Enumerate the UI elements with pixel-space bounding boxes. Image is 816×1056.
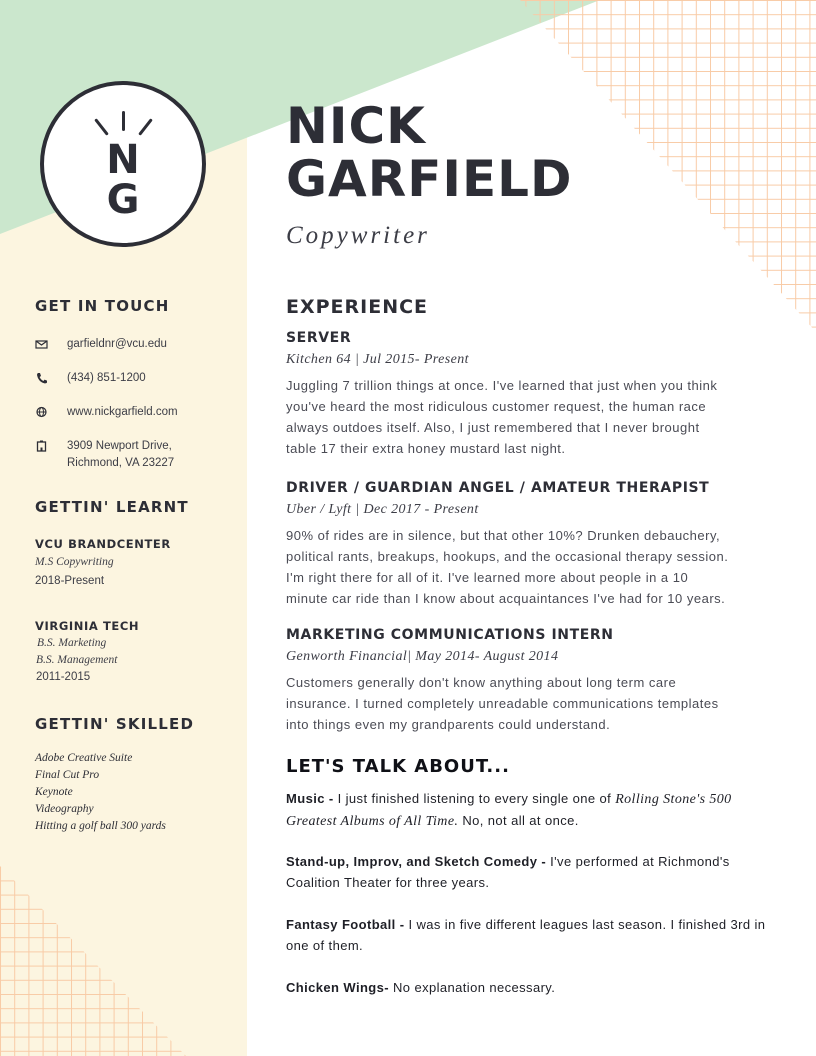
talk-heading: LET'S TALK ABOUT... [286,756,510,777]
contact-website-text: www.nickgarfield.com [67,406,178,418]
desc-line: Juggling 7 trillion things at once. I've learned that just when you think [286,378,718,393]
degree: B.S. Management [36,654,118,666]
monogram-letter-g: G [106,177,140,223]
job-org-intern: Genworth Financial| May 2014- August 2014 [286,649,559,664]
school-name: VIRGINIA TECH [35,619,140,633]
job-org-server: Kitchen 64 | Jul 2015- Present [286,352,469,367]
job-title-intern: MARKETING COMMUNICATIONS INTERN [286,627,614,643]
school-years: 2018-Present [35,575,105,587]
talk-text: No, not all at once. [458,813,579,828]
candidate-name [286,97,573,208]
name-first: NICK [286,97,426,155]
sparkle-ray-center [122,111,125,131]
sparkle-ray-right [138,118,153,136]
contact-address-line1: 3909 Newport Drive, [67,440,172,452]
talk-text: No explanation necessary. [393,980,556,995]
desc-line: 90% of rides are in silence, but that other 10%? Drunken debauchery, [286,528,721,543]
talk-text: I've performed at Richmond's Coalition Theater for three years. [286,854,730,890]
desc-line: you've heard the most ridiculous customer request, the human race [286,399,707,414]
envelope-icon [35,337,49,351]
desc-line: always outdoes itself. Also, I just remembered that I never brought [286,420,700,435]
desc-line: minute car ride than I know about acquaintances I've had for 10 years. [286,591,726,606]
name-last: GARFIELD [286,150,573,208]
contact-phone-text: (434) 851-1200 [67,372,146,384]
sparkle-ray-left [94,118,109,136]
degree: B.S. Marketing [37,637,107,649]
job-title: Copywriter [286,222,430,249]
job-description-intern [286,672,786,735]
desc-line: insurance. I turned completely unreadable communications templates [286,696,719,711]
contact-heading: GET IN TOUCH [35,297,170,315]
experience-heading: EXPERIENCE [286,296,429,318]
desc-line: table 17 their extra honey mustard last night. [286,441,566,456]
talk-label: Stand-up, Improv, and Sketch Comedy - [286,854,551,869]
talk-italic: Rolling Stone's 500 Greatest Albums of All Time. [286,792,732,829]
skill-item: Hitting a golf ball 300 yards [35,820,166,832]
talk-item-music [286,788,786,832]
talk-item-chicken-wings [286,977,786,998]
talk-label: Music - [286,791,338,806]
desc-line: into things even my grandparents could understand. [286,717,611,732]
phone-icon [35,371,49,385]
talk-item-fantasy-football [286,914,786,956]
job-title-server: SERVER [286,330,352,346]
desc-line: Customers generally don't know anything about long term care [286,675,677,690]
degree: M.S Copywriting [35,556,114,568]
skill-item: Keynote [35,786,73,798]
skills-list [35,750,166,835]
job-description-server [286,375,786,459]
skill-item: Adobe Creative Suite [35,752,133,764]
talk-label: Fantasy Football - [286,917,409,932]
building-icon [35,439,49,453]
skill-item: Final Cut Pro [35,769,100,781]
school-years: 2011-2015 [36,671,91,683]
job-description-driver [286,525,786,609]
contact-address-line2: Richmond, VA 23227 [67,457,175,469]
job-title-driver: DRIVER / GUARDIAN ANGEL / AMATEUR THERAPIST [286,480,710,496]
desc-line: I'm right there for all of it. I've learned more about people in a 10 [286,570,689,585]
monogram-logo [40,81,206,247]
talk-text: I was in five different leagues last season. I finished 3rd in one of them. [286,917,766,953]
school-name: VCU BRANDCENTER [35,537,171,551]
globe-icon [35,405,49,419]
talk-text: I just finished listening to every single one of [337,791,616,806]
skill-item: Videography [35,803,94,815]
education-heading: GETTIN' LEARNT [35,498,189,516]
talk-item-comedy [286,851,786,893]
contact-email-text: garfieldnr@vcu.edu [67,338,167,350]
skills-heading: GETTIN' SKILLED [35,715,195,733]
monogram-letter-n: N [106,137,140,183]
talk-label: Chicken Wings- [286,980,394,995]
job-org-driver: Uber / Lyft | Dec 2017 - Present [286,502,479,517]
desc-line: political rants, breakups, hookups, and the occasional therapy session. [286,549,729,564]
